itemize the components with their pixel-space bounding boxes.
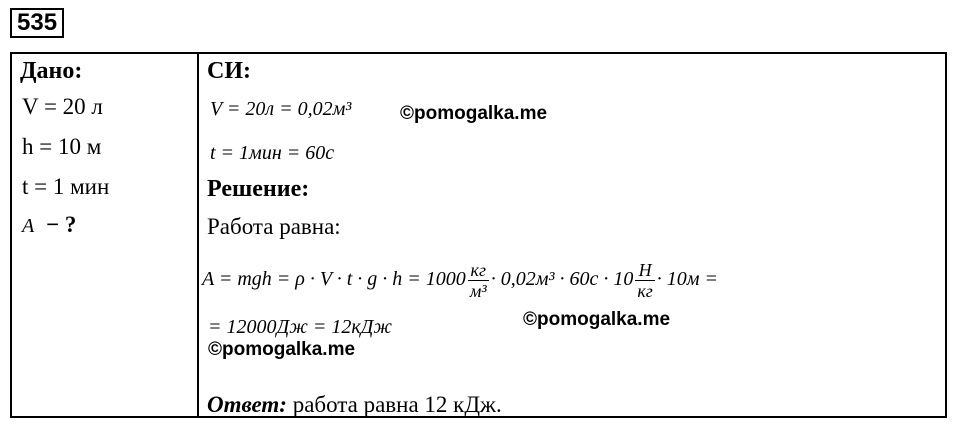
watermark-1: ©pomogalka.me	[400, 103, 548, 124]
given-line-height: h = 10 м	[22, 134, 102, 159]
fraction-kg-per-m3	[468, 260, 489, 301]
fraction-n-per-kg	[635, 260, 654, 301]
formula-part-3: · 10м =	[656, 268, 719, 290]
answer-text: работа равна 12 кДж.	[292, 392, 502, 417]
formula-part-1: A = mgh = ρ · V · t · g · h = 1000	[202, 268, 466, 290]
given-header: Дано:	[20, 58, 83, 84]
answer-line	[207, 392, 502, 418]
watermark-3: ©pomogalka.me	[208, 339, 356, 360]
si-line-time: t = 1мин = 60с	[210, 142, 335, 164]
work-formula	[202, 252, 718, 306]
watermark-2: ©pomogalka.me	[523, 309, 671, 330]
solution-header: Решение:	[207, 176, 310, 202]
column-divider	[197, 54, 199, 416]
solution-table	[10, 52, 947, 418]
fraction-denominator: м³	[469, 280, 487, 301]
solution-intro: Работа равна:	[207, 214, 341, 239]
given-find	[22, 212, 76, 238]
find-variable: A	[22, 215, 35, 237]
fraction-numerator: Н	[635, 260, 654, 281]
formula-result: = 12000Дж = 12кДж	[208, 316, 393, 338]
find-question: − ?	[45, 212, 77, 237]
si-line-volume: V = 20л = 0,02м³	[210, 98, 352, 120]
problem-number: 535	[10, 8, 64, 38]
si-header: СИ:	[207, 58, 251, 84]
formula-part-2: · 0,02м³ · 60с · 10	[490, 268, 634, 290]
fraction-denominator: кг	[637, 280, 653, 301]
given-line-volume: V = 20 л	[22, 94, 103, 119]
given-line-time: t = 1 мин	[22, 174, 110, 199]
fraction-numerator: кг	[468, 260, 489, 281]
answer-label: Ответ:	[207, 392, 287, 417]
